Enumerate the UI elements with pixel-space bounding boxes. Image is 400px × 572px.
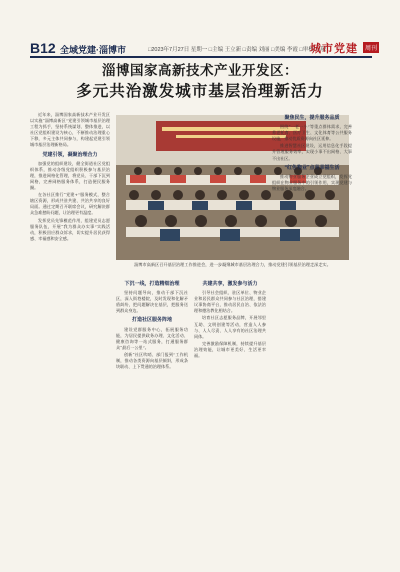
paragraph: 完善激励保障机制，持续提升基层治理效能，让城市更美好、生活更幸福。 (194, 340, 266, 359)
paragraph: 创新“社区吹哨、部门报到”工作机制，推动各类资源向基层倾斜，形成条块联动、上下贯通的治理体系。 (116, 351, 188, 370)
article-kicker: 淄博国家高新技术产业开发区： (102, 63, 298, 78)
subheading: 下沉一线，打造精细治理 (124, 281, 180, 287)
masthead-brand: 城市党建 (310, 43, 358, 55)
subheading: 党建引领，凝聚治理合力 (42, 151, 98, 158)
paragraph: 推动物业服务企业成立党组织，发挥党组织在物业服务中的引领作用，实现党建与物业服务深度融合。 (272, 173, 352, 191)
subheading: 共建共享，激发参与活力 (202, 281, 258, 287)
article-title: 多元共治激发城市基层治理新活力 (76, 83, 324, 100)
paragraph: 加强党的组织建设，健全街道社区党组织体系，推动各级党组织积极参与基层治理，推进网格化管理，将党员、干部下沉到网格，完善网格服务体系，打造便民服务圈。 (30, 160, 110, 191)
section-name: 全域党建·淄博市 (60, 45, 126, 55)
photo-caption: 淄博市高新区召开基层治理工作推进会，进一步凝聚城市基层治理合力，推动党建引领基层治理走深走实。 (134, 262, 331, 267)
paragraph: 近年来，淄博国家高新技术产业开发区以实施“淄博高新区”党建引领城市基层治理工程为抓手，坚持系统谋划、整体推进，以社区党组织建设为核心，不断推动治理重心下移，多元主体共同参与，构建起党建引领城市基层治理新格局。 (30, 112, 110, 148)
page-number: B12 (30, 40, 56, 56)
article-column-2 (116, 278, 188, 550)
dateline: □2023年7月27日 星期一 □主编 王立新 □责编 刘丽 □美编 李霞 □审校 马敬 (148, 47, 327, 53)
headline-block (50, 62, 350, 104)
subheading: 打造社区服务阵地 (131, 317, 172, 324)
paragraph: 坚持问题导向，推动干部下沉社区，深入街巷楼院，及时发现和化解矛盾纠纷，把问题解决在基层，把服务送到群众身边。 (116, 290, 188, 314)
masthead-tag: 周刊 (363, 42, 379, 53)
paragraph: 发挥党员先锋模范作用，组建党员志愿服务队伍，开展“我为群众办实事”实践活动，积极回应群众诉求，切实提升居民获得感、幸福感和安全感。 (30, 217, 110, 241)
paragraph: 引导社会组织、驻区单位、物业企业和居民群众共同参与社区治理，搭建议事协商平台，推动居民自治、依法治理和德治教化相结合。 (194, 290, 266, 314)
article-column-3 (194, 278, 266, 550)
paragraph: 培育社区志愿服务品牌，开展邻里互助、文明创建等活动，营造人人参与、人人尽责、人人享有的社区治理共同体。 (194, 315, 266, 339)
article-column-1 (30, 112, 110, 552)
article-column-4 (272, 112, 352, 552)
paragraph: 在各社区推行“党建+”服务模式，整合辖区资源，形成共驻共建、共治共享的良好局面。通过定期召开联席会议，研究解决群众急难愁盼问题，让治理更有温度。 (30, 192, 110, 216)
paragraph: 推进智慧社区建设，运用信息化手段提升管理服务效率，实现小事不出网格、大事不出社区。 (272, 143, 352, 161)
header-rule (30, 56, 372, 58)
paragraph: 建设党群服务中心，拓展服务功能，为居民提供政务办理、文化活动、健康咨询等一站式服务，打通服务群众“最后一公里”。 (116, 326, 188, 350)
paragraph: 围绕“一老一小”等重点群体需求，完善养老托育、医疗卫生、文化体育等公共服务设施，推动优质资源向社区延伸。 (272, 124, 352, 142)
subheading: “红色物业”点亮幸福生活 (284, 164, 340, 171)
subheading: 聚焦民生，提升服务品质 (284, 115, 340, 121)
